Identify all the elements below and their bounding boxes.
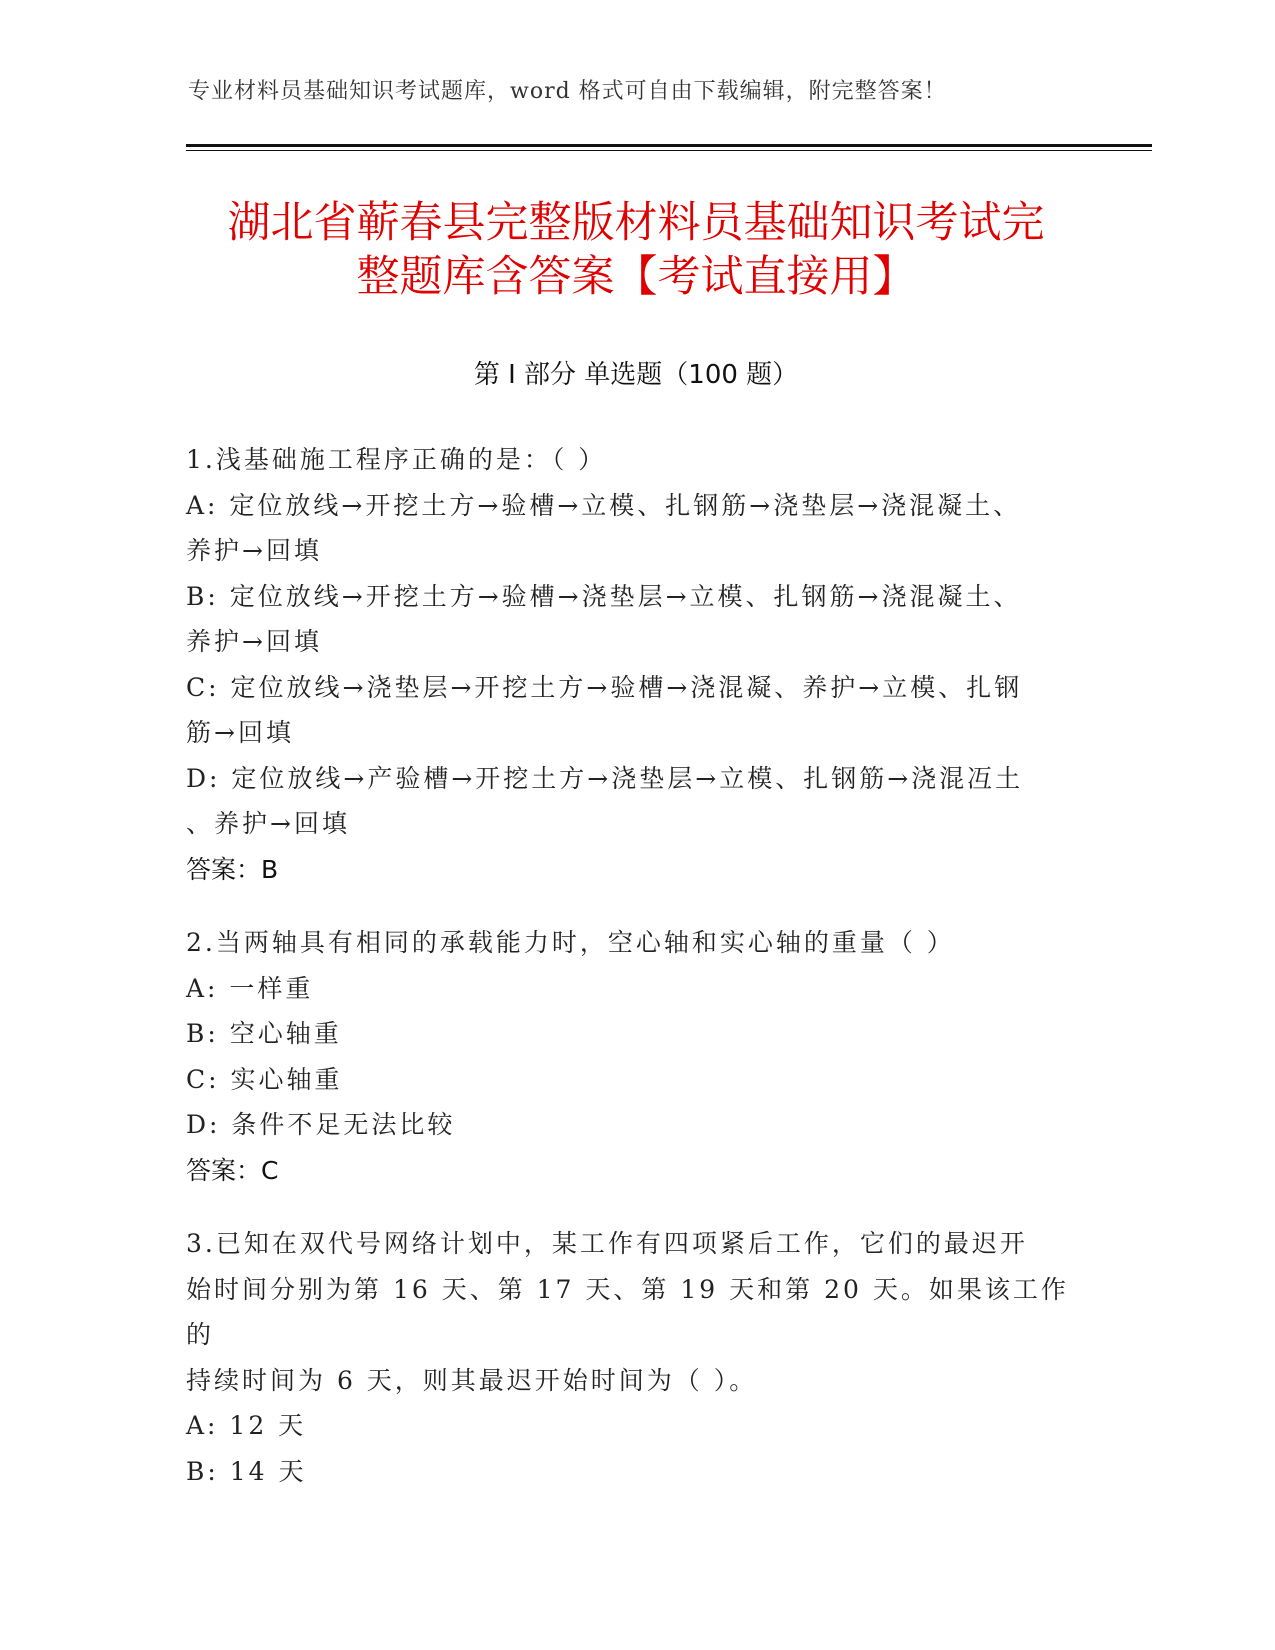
option (186, 1102, 1086, 1148)
option (186, 1403, 1086, 1449)
header-rule-thin (186, 150, 1152, 151)
question-block (186, 1221, 1086, 1494)
question-list (186, 437, 1086, 1522)
question-stem-line: 2.当两轴具有相同的承载能力时，空心轴和实心轴的重量（ ） (186, 928, 955, 957)
option (186, 665, 1086, 756)
title-line-2: 整题库含答案【考试直接用】 (356, 252, 916, 302)
option (186, 966, 1086, 1012)
header-rule-thick (186, 144, 1152, 147)
question-stem-line: 1.浅基础施工程序正确的是：（ ） (186, 445, 607, 474)
option-line: 、养护→回填 (186, 809, 350, 838)
option-line: 养护→回填 (186, 627, 322, 656)
option-line: B: 空心轴重 (186, 1019, 342, 1048)
question-stem-line: 持续时间为 6 天，则其最迟开始时间为（ ）。 (186, 1365, 758, 1395)
option-line: 养护→回填 (186, 536, 322, 565)
answer: 答案：B (186, 854, 279, 884)
option (186, 574, 1086, 665)
option (186, 483, 1086, 574)
option-line: D: 条件不足无法比较 (186, 1110, 456, 1139)
option-line: B: 定位放线→开挖土方→验槽→浇垫层→立模、扎钢筋→浇混凝土、 (186, 581, 1022, 611)
document-title (186, 196, 1086, 304)
option-line: C: 定位放线→浇垫层→开挖土方→验槽→浇混凝、养护→立模、扎钢 (186, 672, 1023, 702)
option-line: C: 实心轴重 (186, 1064, 343, 1094)
option-line: B: 14 天 (186, 1456, 307, 1486)
answer: 答案：C (186, 1155, 279, 1185)
header-note: 专业材料员基础知识考试题库，word 格式可自由下载编辑，附完整答案！ (188, 79, 947, 104)
option-line: 筋→回填 (186, 718, 294, 747)
option-line: A: 定位放线→开挖土方→验槽→立模、扎钢筋→浇垫层→浇混凝土、 (186, 490, 1022, 520)
option (186, 1057, 1086, 1103)
option (186, 1011, 1086, 1057)
section-heading: 第 I 部分 单选题（100 题） (473, 360, 799, 390)
option-line: A: 一样重 (186, 973, 314, 1003)
option (186, 756, 1086, 847)
title-line-1: 湖北省蕲春县完整版材料员基础知识考试完 (227, 198, 1045, 248)
option (186, 1449, 1086, 1495)
question-block (186, 437, 1086, 892)
question-block (186, 920, 1086, 1193)
option-line: D: 定位放线→产验槽→开挖土方→浇垫层→立模、扎钢筋→浇混冱土 (186, 763, 1024, 793)
question-stem-line: 3.已知在双代号网络计划中，某工作有四项紧后工作，它们的最迟开 (186, 1229, 1028, 1258)
option-line: A: 12 天 (186, 1411, 307, 1440)
question-stem-line: 始时间分别为第 16 天、第 17 天、第 19 天和第 20 天。如果该工作的 (186, 1274, 1069, 1349)
